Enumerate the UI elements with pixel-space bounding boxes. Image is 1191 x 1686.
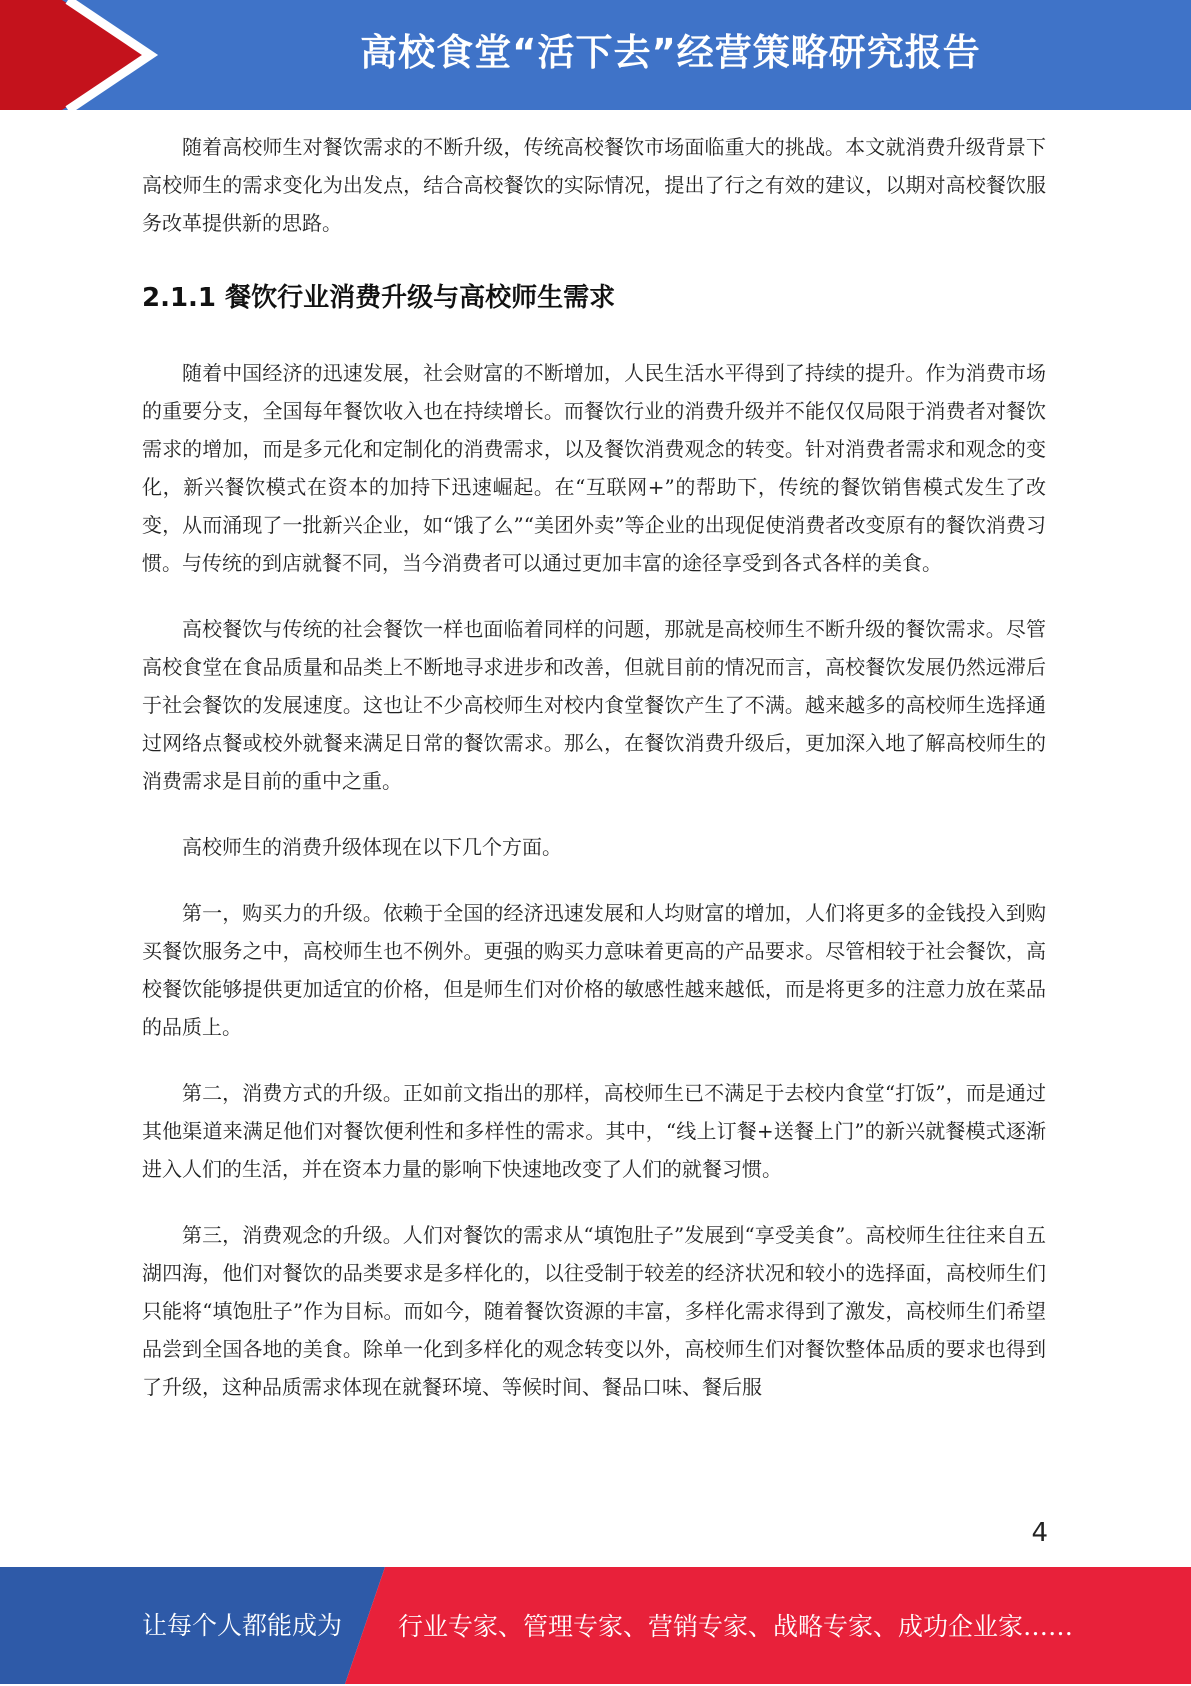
footer-slogan-right: 行业专家、管理专家、营销专家、战略专家、成功企业家…… — [398, 1612, 1074, 1641]
body-paragraph: 随着中国经济的迅速发展，社会财富的不断增加，人民生活水平得到了持续的提升。作为消费市场的重要分支，全国每年餐饮收入也在持续增长。而餐饮行业的消费升级并不能仅仅局限于消费者对餐饮需求的增加，而是多元化和定制化的消费需求，以及餐饮消费观念的转变。针对消费者需求和观念的变化，新兴餐饮模式在资本的加持下迅速崛起。在“互联网+”的帮助下，传统的餐饮销售模式发生了改变，从而涌现了一批新兴企业，如“饿了么”“美团外卖”等企业的出现促使消费者改变原有的餐饮消费习惯。与传统的到店就餐不同，当今消费者可以通过更加丰富的途径享受到各式各样的美食。 — [142, 361, 1046, 575]
document-body — [142, 128, 1046, 1406]
page-footer — [0, 1567, 1191, 1684]
intro-paragraph: 随着高校师生对餐饮需求的不断升级，传统高校餐饮市场面临重大的挑战。本文就消费升级背景下高校师生的需求变化为出发点，结合高校餐饮的实际情况，提出了行之有效的建议，以期对高校餐饮服务改革提供新的思路。 — [142, 135, 1046, 235]
page-header — [0, 0, 1191, 110]
page-number: 4 — [1031, 1518, 1048, 1548]
body-paragraph: 第三，消费观念的升级。人们对餐饮的需求从“填饱肚子”发展到“享受美食”。高校师生往往来自五湖四海，他们对餐饮的品类要求是多样化的，以往受制于较差的经济状况和较小的选择面，高校师生们只能将“填饱肚子”作为目标。而如今，随着餐饮资源的丰富，多样化需求得到了激发，高校师生们希望品尝到全国各地的美食。除单一化到多样化的观念转变以外，高校师生们对餐饮整体品质的要求也得到了升级，这种品质需求体现在就餐环境、等候时间、餐品口味、餐后服 — [142, 1223, 1046, 1399]
red-chevron-decoration — [0, 0, 160, 110]
body-paragraph: 第二，消费方式的升级。正如前文指出的那样，高校师生已不满足于去校内食堂“打饭”，而是通过其他渠道来满足他们对餐饮便利性和多样性的需求。其中，“线上订餐+送餐上门”的新兴就餐模式逐渐进入人们的生活，并在资本力量的影响下快速地改变了人们的就餐习惯。 — [142, 1081, 1046, 1181]
body-paragraph: 高校餐饮与传统的社会餐饮一样也面临着同样的问题，那就是高校师生不断升级的餐饮需求。尽管高校食堂在食品质量和品类上不断地寻求进步和改善，但就目前的情况而言，高校餐饮发展仍然远滞后于社会餐饮的发展速度。这也让不少高校师生对校内食堂餐饮产生了不满。越来越多的高校师生选择通过网络点餐或校外就餐来满足日常的餐饮需求。那么，在餐饮消费升级后，更加深入地了解高校师生的消费需求是目前的重中之重。 — [142, 617, 1046, 793]
body-paragraph: 第一，购买力的升级。依赖于全国的经济迅速发展和人均财富的增加，人们将更多的金钱投入到购买餐饮服务之中，高校师生也不例外。更强的购买力意味着更高的产品要求。尽管相较于社会餐饮，高校餐饮能够提供更加适宜的价格，但是师生们对价格的敏感性越来越低，而是将更多的注意力放在菜品的品质上。 — [142, 901, 1046, 1039]
body-paragraph: 高校师生的消费升级体现在以下几个方面。 — [182, 835, 562, 859]
footer-slogan-left: 让每个人都能成为 — [142, 1611, 343, 1640]
section-heading: 2.1.1 餐饮行业消费升级与高校师生需求 — [142, 283, 616, 313]
report-title: 高校食堂“活下去”经营策略研究报告 — [360, 31, 981, 74]
